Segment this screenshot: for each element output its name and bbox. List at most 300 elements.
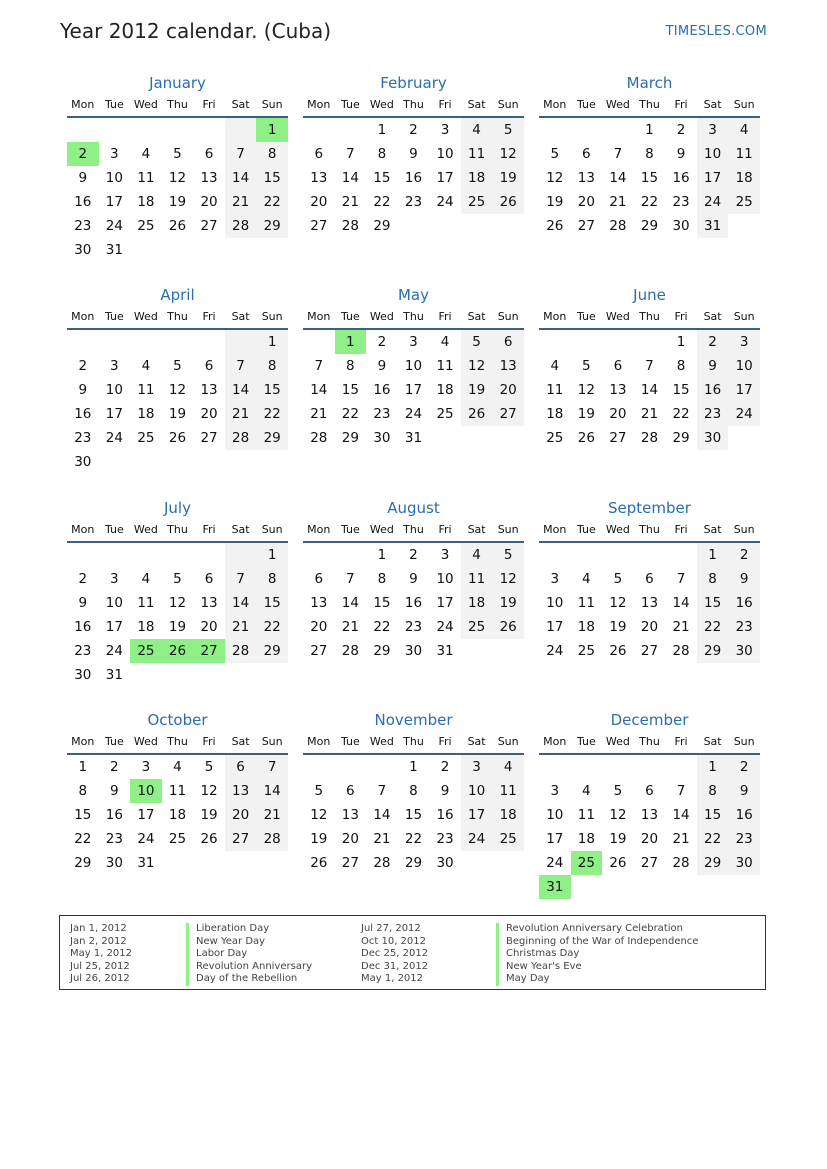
weekday-label: Mon	[543, 735, 567, 748]
weekday-label: Fri	[438, 735, 452, 748]
day-cell: 10	[546, 807, 564, 823]
weekday-label: Fri	[674, 735, 688, 748]
days-grid	[67, 118, 288, 262]
weekday-label: Wed	[605, 523, 630, 536]
empty-cell	[539, 755, 571, 779]
day-cell: 9	[440, 783, 450, 799]
day-cell: 13	[200, 382, 218, 398]
month-name: November	[374, 711, 453, 729]
day-cell: 13	[225, 779, 257, 803]
empty-cell	[539, 543, 571, 567]
day-cell: 23	[697, 402, 729, 426]
weekday-label: Wed	[369, 735, 394, 748]
day-cell: 6	[204, 146, 214, 162]
day-cell: 11	[577, 595, 595, 611]
day-cell: 27	[310, 643, 328, 659]
day-cell: 1	[697, 543, 729, 567]
day-cell: 29	[373, 218, 391, 234]
day-cell: 9	[110, 783, 119, 799]
day-cell: 2	[440, 759, 450, 775]
day-cell: 17	[404, 382, 423, 398]
day-cell: 5	[613, 783, 623, 799]
legend-names-left	[186, 923, 312, 986]
day-cell: 23	[404, 194, 423, 210]
day-cell: 19	[168, 194, 187, 210]
day-cell: 4	[461, 118, 493, 142]
weekday-label: Thu	[403, 310, 424, 323]
day-cell: 22	[373, 619, 391, 635]
day-cell: 12	[546, 170, 564, 186]
day-cell: 10	[728, 354, 760, 378]
day-cell: 29	[74, 855, 92, 871]
empty-cell	[225, 330, 257, 354]
month-name: January	[149, 74, 206, 92]
day-cell: 18	[436, 382, 454, 398]
weekday-label: Mon	[543, 98, 567, 111]
day-cell: 22	[672, 406, 690, 422]
weekday-label: Wed	[369, 523, 394, 536]
day-cell: 20	[200, 619, 218, 635]
weekday-label: Sat	[703, 523, 722, 536]
empty-cell	[665, 543, 697, 567]
day-cell: 19	[310, 831, 328, 847]
day-cell: 13	[640, 595, 659, 611]
day-cell: 12	[168, 382, 187, 398]
weekday-label: Wed	[369, 98, 394, 111]
day-cell: 8	[377, 571, 387, 587]
day-cell: 13	[492, 354, 524, 378]
days-grid	[303, 118, 524, 238]
day-cell: 25	[436, 406, 454, 422]
day-cell: 17	[137, 807, 155, 823]
day-cell: 6	[204, 571, 214, 587]
legend-holiday-name: Revolution Anniversary	[186, 961, 312, 974]
weekday-label: Wed	[369, 310, 394, 323]
day-cell: 26	[492, 190, 524, 214]
weekday-label: Tue	[576, 523, 596, 536]
day-cell: 5	[492, 118, 524, 142]
month-august	[303, 497, 524, 663]
weekday-label: Tue	[340, 735, 360, 748]
day-cell: 14	[256, 779, 288, 803]
empty-cell	[225, 543, 257, 567]
day-cell: 28	[373, 855, 391, 871]
day-cell: 2	[409, 547, 418, 563]
day-cell: 8	[409, 783, 418, 799]
weekday-label: Wed	[133, 735, 158, 748]
legend-holiday-name: New Year Day	[186, 936, 312, 949]
day-cell: 18	[168, 807, 187, 823]
empty-cell	[571, 543, 603, 567]
empty-cell	[539, 118, 571, 142]
day-cell: 22	[256, 615, 288, 639]
day-cell: 12	[492, 142, 524, 166]
day-cell: 24	[546, 643, 564, 659]
month-september	[539, 497, 760, 663]
weekday-label: Mon	[543, 523, 567, 536]
day-cell: 8	[676, 358, 686, 374]
holiday-day-cell: 1	[256, 118, 288, 142]
legend-date: May 1, 2012	[361, 973, 424, 984]
day-cell: 29	[256, 214, 288, 238]
day-cell: 30	[373, 430, 391, 446]
day-cell: 24	[105, 643, 123, 659]
day-cell: 5	[613, 571, 623, 587]
day-cell: 12	[200, 783, 218, 799]
day-cell: 15	[256, 166, 288, 190]
day-cell: 23	[74, 643, 92, 659]
weekday-header	[539, 94, 760, 118]
day-cell: 17	[105, 619, 123, 635]
legend-dates-left	[70, 923, 132, 986]
day-cell: 11	[461, 142, 493, 166]
day-cell: 4	[550, 358, 560, 374]
day-cell: 20	[310, 619, 328, 635]
holiday-day-cell: 25	[130, 639, 162, 663]
day-cell: 26	[492, 615, 524, 639]
day-cell: 21	[672, 619, 690, 635]
month-april	[67, 284, 288, 474]
empty-cell	[193, 118, 225, 142]
day-cell: 14	[225, 591, 257, 615]
empty-cell	[571, 118, 603, 142]
day-cell: 25	[137, 430, 155, 446]
day-cell: 13	[310, 170, 328, 186]
day-cell: 30	[105, 855, 123, 871]
empty-cell	[634, 330, 666, 354]
day-cell: 23	[728, 827, 760, 851]
day-cell: 29	[672, 430, 690, 446]
weekday-label: Mon	[71, 735, 95, 748]
day-cell: 11	[546, 382, 564, 398]
day-cell: 28	[640, 430, 659, 446]
day-cell: 8	[346, 358, 355, 374]
days-grid	[539, 755, 760, 899]
weekday-label: Wed	[133, 523, 158, 536]
weekday-label: Mon	[307, 523, 331, 536]
day-cell: 2	[78, 571, 88, 587]
weekday-header	[539, 306, 760, 330]
weekday-label: Sun	[261, 310, 283, 323]
day-cell: 4	[728, 118, 760, 142]
weekday-label: Sat	[703, 735, 722, 748]
weekday-label: Wed	[605, 310, 630, 323]
day-cell: 12	[168, 595, 187, 611]
weekday-label: Tue	[104, 523, 124, 536]
weekday-label: Fri	[674, 310, 688, 323]
weekday-label: Fri	[674, 98, 688, 111]
day-cell: 11	[137, 170, 155, 186]
legend-date: Dec 31, 2012	[361, 960, 429, 972]
day-cell: 19	[461, 378, 493, 402]
day-cell: 6	[582, 146, 591, 162]
day-cell: 20	[577, 194, 595, 210]
day-cell: 5	[173, 571, 182, 587]
day-cell: 22	[256, 190, 288, 214]
empty-cell	[539, 330, 571, 354]
day-cell: 31	[105, 667, 123, 683]
days-grid	[67, 330, 288, 474]
weekday-header	[67, 94, 288, 118]
day-cell: 16	[672, 170, 690, 186]
day-cell: 13	[577, 170, 595, 186]
legend-dates-right	[361, 923, 428, 986]
weekday-header	[67, 519, 288, 543]
day-cell: 24	[137, 831, 155, 847]
day-cell: 29	[697, 851, 729, 875]
day-cell: 26	[310, 855, 328, 871]
day-cell: 29	[341, 430, 359, 446]
weekday-label: Wed	[605, 98, 630, 111]
weekday-label: Tue	[576, 735, 596, 748]
weekday-label: Sat	[467, 523, 486, 536]
weekday-label: Tue	[576, 98, 596, 111]
day-cell: 14	[609, 170, 627, 186]
weekday-label: Mon	[307, 310, 331, 323]
day-cell: 16	[74, 619, 92, 635]
day-cell: 15	[256, 591, 288, 615]
day-cell: 18	[577, 619, 595, 635]
day-cell: 30	[74, 667, 92, 683]
day-cell: 3	[697, 118, 729, 142]
day-cell: 3	[550, 783, 560, 799]
day-cell: 2	[728, 755, 760, 779]
legend-holiday-name: May Day	[496, 973, 698, 986]
day-cell: 1	[676, 334, 686, 350]
day-cell: 12	[609, 595, 627, 611]
site-brand-link[interactable]: TIMESLES.COM	[665, 24, 767, 39]
day-cell: 29	[404, 855, 423, 871]
day-cell: 3	[110, 146, 119, 162]
day-cell: 5	[582, 358, 591, 374]
legend-date: Jan 2, 2012	[70, 935, 127, 947]
day-cell: 18	[461, 591, 493, 615]
month-october	[67, 709, 288, 875]
month-name: July	[164, 499, 191, 517]
weekday-label: Sun	[261, 735, 283, 748]
day-cell: 17	[436, 170, 454, 186]
weekday-label: Fri	[438, 310, 452, 323]
day-cell: 6	[314, 146, 324, 162]
day-cell: 10	[105, 170, 123, 186]
day-cell: 1	[377, 122, 387, 138]
day-cell: 17	[105, 406, 123, 422]
day-cell: 23	[74, 218, 92, 234]
weekday-label: Tue	[104, 310, 124, 323]
day-cell: 25	[577, 643, 595, 659]
day-cell: 21	[225, 615, 257, 639]
day-cell: 28	[341, 218, 359, 234]
day-cell: 7	[676, 571, 686, 587]
day-cell: 27	[225, 827, 257, 851]
day-cell: 23	[105, 831, 123, 847]
day-cell: 15	[74, 807, 92, 823]
day-cell: 4	[141, 358, 151, 374]
empty-cell	[130, 330, 162, 354]
day-cell: 9	[697, 354, 729, 378]
weekday-label: Thu	[639, 735, 660, 748]
month-june	[539, 284, 760, 450]
weekday-header	[303, 519, 524, 543]
weekday-label: Mon	[307, 735, 331, 748]
legend-holiday-name: Christmas Day	[496, 948, 698, 961]
day-cell: 3	[440, 122, 450, 138]
day-cell: 27	[640, 643, 659, 659]
day-cell: 5	[550, 146, 560, 162]
day-cell: 9	[78, 595, 88, 611]
weekday-label: Sat	[467, 98, 486, 111]
day-cell: 4	[141, 571, 151, 587]
day-cell: 28	[225, 639, 257, 663]
day-cell: 20	[310, 194, 328, 210]
day-cell: 16	[728, 591, 760, 615]
day-cell: 3	[110, 571, 119, 587]
day-cell: 8	[256, 567, 288, 591]
empty-cell	[303, 755, 335, 779]
day-cell: 21	[225, 402, 257, 426]
day-cell: 14	[672, 807, 690, 823]
day-cell: 15	[697, 803, 729, 827]
days-grid	[539, 118, 760, 238]
day-cell: 23	[728, 615, 760, 639]
month-january	[67, 72, 288, 262]
day-cell: 2	[377, 334, 387, 350]
day-cell: 12	[609, 807, 627, 823]
month-name: March	[626, 74, 673, 92]
empty-cell	[303, 330, 335, 354]
day-cell: 24	[728, 402, 760, 426]
weekday-label: Thu	[167, 98, 188, 111]
day-cell: 27	[640, 855, 659, 871]
day-cell: 29	[373, 643, 391, 659]
day-cell: 4	[582, 783, 591, 799]
day-cell: 13	[341, 807, 359, 823]
day-cell: 30	[74, 242, 92, 258]
weekday-header	[539, 731, 760, 755]
day-cell: 6	[645, 783, 654, 799]
day-cell: 9	[676, 146, 686, 162]
day-cell: 26	[577, 430, 595, 446]
empty-cell	[634, 755, 666, 779]
day-cell: 20	[341, 831, 359, 847]
day-cell: 30	[728, 639, 760, 663]
day-cell: 10	[436, 146, 454, 162]
holiday-day-cell: 26	[162, 639, 194, 663]
day-cell: 30	[697, 426, 729, 450]
empty-cell	[67, 330, 99, 354]
empty-cell	[634, 543, 666, 567]
empty-cell	[162, 330, 194, 354]
weekday-label: Thu	[167, 735, 188, 748]
day-cell: 31	[697, 214, 729, 238]
weekday-label: Thu	[639, 523, 660, 536]
day-cell: 22	[341, 406, 359, 422]
weekday-label: Wed	[133, 98, 158, 111]
weekday-label: Sat	[467, 310, 486, 323]
legend-holiday-name: Revolution Anniversary Celebration	[496, 923, 698, 936]
day-cell: 20	[200, 194, 218, 210]
day-cell: 26	[200, 831, 218, 847]
weekday-label: Tue	[104, 735, 124, 748]
day-cell: 19	[492, 591, 524, 615]
day-cell: 17	[436, 595, 454, 611]
day-cell: 16	[105, 807, 123, 823]
weekday-label: Fri	[438, 98, 452, 111]
day-cell: 22	[697, 615, 729, 639]
legend-names-right	[496, 923, 698, 986]
weekday-header	[303, 731, 524, 755]
month-march	[539, 72, 760, 238]
day-cell: 13	[310, 595, 328, 611]
day-cell: 7	[314, 358, 324, 374]
weekday-label: Thu	[639, 98, 660, 111]
day-cell: 30	[436, 855, 454, 871]
weekday-label: Fri	[674, 523, 688, 536]
day-cell: 7	[377, 783, 387, 799]
month-name: October	[147, 711, 208, 729]
day-cell: 10	[105, 595, 123, 611]
empty-cell	[99, 543, 131, 567]
day-cell: 19	[492, 166, 524, 190]
day-cell: 19	[168, 406, 187, 422]
day-cell: 17	[105, 194, 123, 210]
day-cell: 25	[546, 430, 564, 446]
weekday-label: Mon	[543, 310, 567, 323]
empty-cell	[162, 118, 194, 142]
day-cell: 16	[404, 170, 423, 186]
weekday-label: Sun	[733, 523, 755, 536]
day-cell: 2	[697, 330, 729, 354]
day-cell: 9	[78, 170, 88, 186]
weekday-label: Wed	[605, 735, 630, 748]
empty-cell	[571, 330, 603, 354]
day-cell: 10	[404, 358, 423, 374]
holiday-day-cell: 10	[130, 779, 162, 803]
day-cell: 10	[461, 779, 493, 803]
day-cell: 19	[609, 619, 627, 635]
day-cell: 2	[110, 759, 119, 775]
empty-cell	[602, 543, 634, 567]
weekday-label: Sat	[231, 735, 250, 748]
weekday-label: Mon	[307, 98, 331, 111]
day-cell: 14	[225, 378, 257, 402]
day-cell: 24	[436, 194, 454, 210]
empty-cell	[99, 330, 131, 354]
legend-date: Dec 25, 2012	[361, 948, 429, 959]
day-cell: 23	[74, 430, 92, 446]
day-cell: 9	[409, 571, 418, 587]
day-cell: 18	[137, 619, 155, 635]
day-cell: 21	[341, 194, 359, 210]
legend-date: Jan 1, 2012	[70, 923, 127, 934]
day-cell: 24	[697, 190, 729, 214]
empty-cell	[665, 755, 697, 779]
month-november	[303, 709, 524, 875]
day-cell: 14	[341, 595, 359, 611]
empty-cell	[67, 118, 99, 142]
day-cell: 7	[256, 755, 288, 779]
day-cell: 26	[609, 855, 627, 871]
day-cell: 7	[225, 142, 257, 166]
weekday-label: Mon	[71, 523, 95, 536]
day-cell: 28	[310, 430, 328, 446]
legend-holiday-name: New Year's Eve	[496, 961, 698, 974]
day-cell: 4	[492, 755, 524, 779]
legend-date: May 1, 2012	[70, 948, 133, 959]
day-cell: 12	[168, 170, 187, 186]
day-cell: 7	[225, 354, 257, 378]
day-cell: 18	[492, 803, 524, 827]
